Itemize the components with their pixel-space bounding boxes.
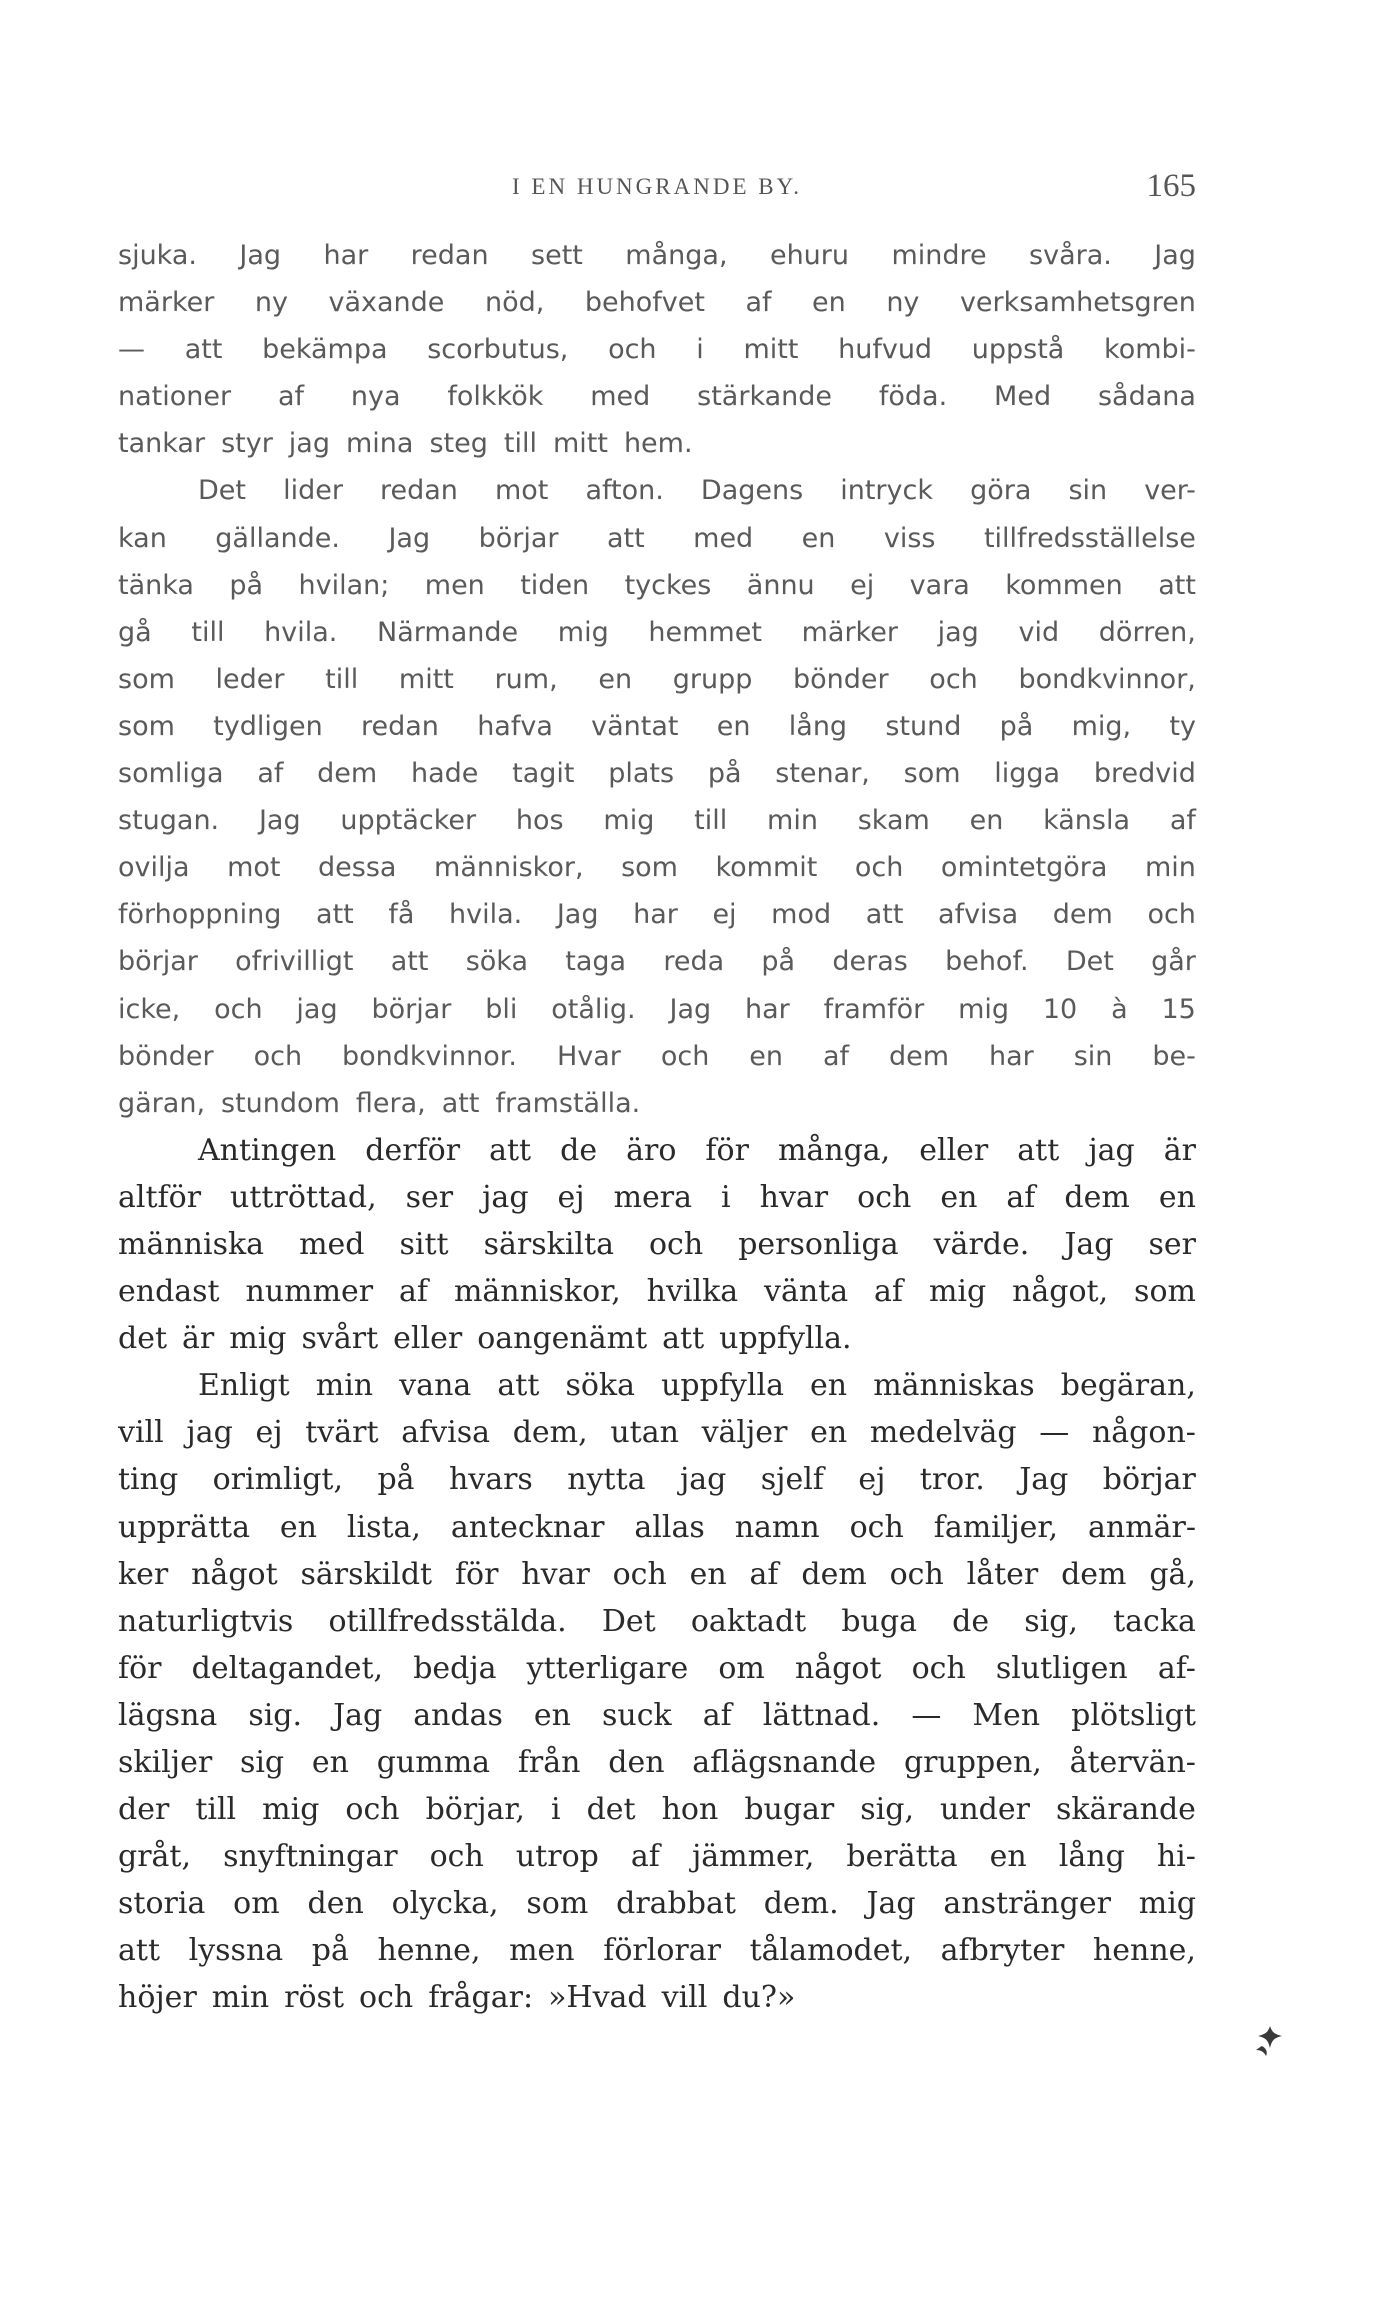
text-line: gråt, snyftningar och utrop af jämmer, berätta en lång hi- [118,1839,1196,1875]
text-line: gäran, stundom flera, att framställa. [118,1087,641,1119]
text-line: för deltagandet, bedja ytterligare om något och slutligen af- [118,1650,1196,1686]
fleuron-icon [1252,2022,1288,2058]
text-line: gå till hvila. Närmande mig hemmet märker jag vid dörren, [118,616,1196,648]
text-line: det är mig svårt eller oangenämt att uppfylla. [118,1321,852,1357]
text-line: bönder och bondkvinnor. Hvar och en af dem har sin be- [118,1040,1196,1072]
text-line: höjer min röst och frågar: »Hvad vill du?» [118,1980,796,2016]
text-line: stugan. Jag upptäcker hos mig till min skam en känsla af [118,805,1196,837]
text-line: skiljer sig en gumma från den aflägsnande gruppen, återvän- [118,1745,1196,1780]
body-text [118,232,1196,2022]
text-line: tankar styr jag mina steg till mitt hem. [118,428,693,460]
text-line: — att bekämpa scorbutus, och i mitt hufvud uppstå kombi- [118,334,1196,366]
text-line: altför uttröttad, ser jag ej mera i hvar och en af dem en [118,1179,1196,1215]
text-line: ker något särskildt för hvar och en af dem och låter dem gå, [118,1556,1196,1592]
text-line: som leder till mitt rum, en grupp bönder och bondkvinnor, [118,663,1196,695]
text-line: ovilja mot dessa människor, som kommit och omintetgöra min [118,852,1196,884]
text-line: upprätta en lista, antecknar allas namn och familjer, anmär- [118,1509,1196,1545]
text-line: att lyssna på henne, men förlorar tålamodet, afbryter henne, [118,1933,1196,1969]
text-line: ting orimligt, på hvars nytta jag sjelf ej tror. Jag börjar [118,1462,1196,1498]
text-line: Antingen derför att de äro för många, eller att jag är [198,1132,1196,1168]
text-line: tänka på hvilan; men tiden tyckes ännu ej vara kommen att [118,569,1196,601]
text-line: vill jag ej tvärt afvisa dem, utan väljer en medelväg — någon- [118,1415,1196,1451]
text-line: börjar ofrivilligt att söka taga reda på deras behof. Det går [118,946,1196,978]
text-line: märker ny växande nöd, behofvet af en ny verksamhetsgren [118,287,1196,319]
running-title: I EN HUNGRANDE BY. [512,174,802,199]
text-line: som tydligen redan hafva väntat en lång stund på mig, ty [118,710,1196,742]
text-line: människa med sitt särskilta och personliga värde. Jag ser [118,1226,1196,1262]
text-line: endast nummer af människor, hvilka vänta af mig något, som [118,1274,1196,1310]
text-line: icke, och jag börjar bli otålig. Jag har framför mig 10 à 15 [118,993,1196,1025]
running-head [118,168,1196,208]
text-line: nationer af nya folkkök med stärkande föda. Med sådana [118,381,1196,413]
text-line: lägsna sig. Jag andas en suck af lättnad. — Men plötsligt [118,1697,1196,1733]
text-line: der till mig och börjar, i det hon bugar sig, under skärande [118,1792,1196,1828]
text-line: Det lider redan mot afton. Dagens intryck göra sin ver- [198,475,1196,507]
text-line: kan gällande. Jag börjar att med en viss tillfredsställelse [118,522,1196,554]
text-line: somliga af dem hade tagit plats på stenar, som ligga bredvid [118,758,1196,790]
text-line: Enligt min vana att söka uppfylla en människas begäran, [198,1368,1196,1404]
page-number: 165 [1146,168,1196,204]
text-line: förhoppning att få hvila. Jag har ej mod att afvisa dem och [118,899,1196,931]
text-line: naturligtvis otillfredsstälda. Det oaktadt buga de sig, tacka [118,1603,1196,1639]
text-line: storia om den olycka, som drabbat dem. Jag anstränger mig [118,1886,1196,1922]
text-line: sjuka. Jag har redan sett många, ehuru mindre svåra. Jag [118,240,1196,271]
